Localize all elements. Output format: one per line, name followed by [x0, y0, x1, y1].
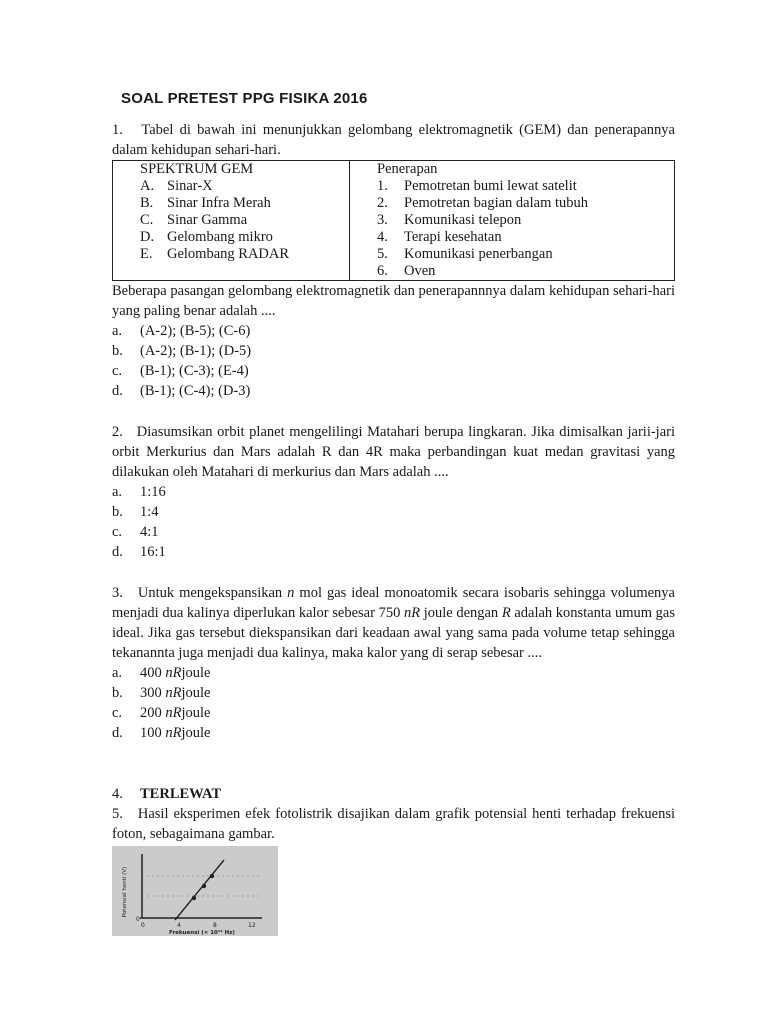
photoelectric-graph: [112, 846, 278, 936]
data-point: [210, 874, 214, 878]
y-axis-label: Potensial henti (V): [122, 866, 128, 918]
option-b[interactable]: b. 300 nR joule: [112, 685, 211, 701]
question-number: 1.: [112, 122, 123, 138]
application-item: 4. Terapi kesehatan: [377, 229, 502, 245]
question-1-intro-text: Tabel di bawah ini menunjukkan gelombang elektromagnetik (GEM) dan penerapannya dalam kehidupan sehari-hari.: [112, 122, 675, 158]
spectrum-item: E. Gelombang RADAR: [140, 246, 290, 262]
application-item: 1. Pemotretan bumi lewat satelit: [377, 178, 577, 194]
photoelectric-graph-image: [112, 846, 278, 936]
question-5-text: 5. Hasil eksperimen efek fotolistrik disajikan dalam grafik potensial henti terhadap frekuensi foton, sebagaimana gambar.: [112, 806, 675, 842]
data-point: [202, 884, 206, 888]
question-3-text: 3. Untuk mengekspansikan n mol gas ideal monoatomik secara isobaris sehingga volumenya menjadi dua kalinya diperlukan kalor sebesar 750 nR joule dengan R adalah konstanta umum gas ideal. Jika gas tersebut diekspansikan dari keadaan awal yang sama pada volume tetap sehingga tekanannta juga menjadi dua kalinya, maka kalor yang di serap sebesar ....: [112, 585, 675, 661]
x-tick-label: 8: [213, 922, 217, 929]
option-c[interactable]: c. 4:1: [112, 524, 159, 540]
table-header-application: Penerapan: [377, 161, 438, 177]
spectrum-item: B. Sinar Infra Merah: [140, 195, 271, 211]
question-4-status: TERLEWAT: [140, 786, 222, 802]
question-1: [112, 120, 675, 401]
table-cell-application: [350, 161, 675, 281]
gem-table: [112, 160, 675, 281]
option-c[interactable]: c. 200 nR joule: [112, 705, 211, 721]
spectrum-item: D. Gelombang mikro: [140, 229, 273, 245]
application-item: 3. Komunikasi telepon: [377, 212, 522, 228]
question-2: [112, 422, 675, 562]
question-4: 4. TERLEWAT: [112, 786, 222, 802]
table-cell-spectrum: [113, 161, 350, 281]
question-2-text: 2. Diasumsikan orbit planet mengelilingi Matahari berupa lingkaran. Jika dimisalkan jarii-jari orbit Merkurius dan Mars adalah R dan 4R maka perbandingan kuat medan gravitasi yang dilakukan oleh Matahari di merkurius dan Mars adalah ....: [112, 424, 676, 480]
application-item: 5. Komunikasi penerbangan: [377, 246, 553, 262]
option-b[interactable]: b. 1:4: [112, 504, 159, 520]
question-1-options: [112, 321, 675, 401]
x-tick-label: 4: [177, 922, 181, 929]
table-header-spectrum: SPEKTRUM GEM: [140, 161, 254, 177]
question-3: [112, 583, 675, 743]
question-2-options: [112, 482, 675, 562]
spectrum-item: A. Sinar-X: [140, 178, 213, 194]
option-a[interactable]: a. 1:16: [112, 484, 166, 500]
question-5: [112, 804, 675, 844]
x-tick-label: 12: [248, 922, 256, 929]
data-point: [192, 896, 196, 900]
option-b[interactable]: b. (A-2); (B-1); (D-5): [112, 343, 252, 359]
option-d[interactable]: d. 100 nR joule: [112, 725, 211, 741]
y-tick-label: 0: [136, 916, 140, 923]
x-axis-label: Frekuensi (× 10¹⁴ Hz): [169, 930, 235, 936]
option-a[interactable]: a. 400 nR joule: [112, 665, 211, 681]
spectrum-item: C. Sinar Gamma: [140, 212, 248, 228]
option-c[interactable]: c. (B-1); (C-3); (E-4): [112, 363, 249, 379]
page-title: SOAL PRETEST PPG FISIKA 2016: [121, 90, 368, 107]
question-1-text: Beberapa pasangan gelombang elektromagnetik dan penerapannnya dalam kehidupan sehari-hari yang paling benar adalah ....: [112, 283, 675, 319]
x-tick-label: 0: [141, 922, 145, 929]
application-item: 6. Oven: [377, 263, 436, 279]
question-3-options: [112, 663, 675, 743]
option-d[interactable]: d. 16:1: [112, 544, 166, 560]
option-d[interactable]: d. (B-1); (C-4); (D-3): [112, 383, 251, 399]
application-item: 2. Pemotretan bagian dalam tubuh: [377, 195, 589, 211]
option-a[interactable]: a. (A-2); (B-5); (C-6): [112, 323, 251, 339]
question-1-intro: [112, 120, 675, 160]
